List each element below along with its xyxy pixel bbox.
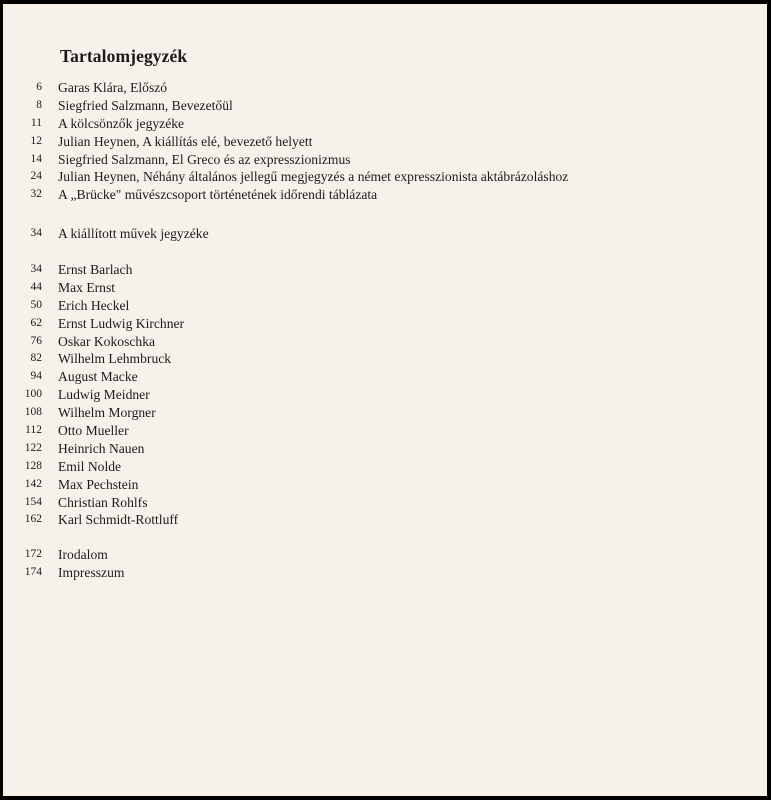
toc-page-number: 174 bbox=[24, 565, 42, 578]
toc-entry-text: Erich Heckel bbox=[58, 297, 130, 313]
toc-entry bbox=[3, 168, 767, 186]
toc-page-number: 128 bbox=[24, 459, 42, 472]
toc-entry-text: Ernst Ludwig Kirchner bbox=[58, 315, 185, 331]
toc-entry bbox=[3, 333, 767, 351]
toc-entry-text: Ludwig Meidner bbox=[58, 387, 150, 403]
toc-page-number: 34 bbox=[30, 227, 42, 239]
toc-entry-text: August Macke bbox=[58, 369, 138, 385]
toc-entry-text: Julian Heynen, A kiállítás elé, bevezető helyett bbox=[58, 133, 313, 149]
toc-entry bbox=[3, 186, 767, 204]
toc-page-number: 62 bbox=[30, 316, 42, 329]
toc-page-number: 11 bbox=[30, 116, 42, 129]
toc-entry-text: A kölcsönzők jegyzéke bbox=[58, 115, 185, 131]
toc-works-section bbox=[3, 225, 767, 243]
toc-page-number: 76 bbox=[30, 334, 42, 347]
toc-entry-text: Karl Schmidt-Rottluff bbox=[58, 512, 179, 528]
toc-page-number: 108 bbox=[24, 406, 42, 419]
toc-page-number: 172 bbox=[24, 548, 42, 560]
toc-page-number: 50 bbox=[30, 298, 42, 311]
toc-entry-text: Impresszum bbox=[58, 564, 125, 580]
toc-page-number: 32 bbox=[30, 188, 42, 201]
toc-entry bbox=[3, 133, 767, 151]
toc-title: Tartalomjegyzék bbox=[60, 46, 188, 66]
toc-page-number: 112 bbox=[25, 424, 42, 437]
toc-entry-text: Emil Nolde bbox=[58, 458, 122, 474]
book-page bbox=[3, 4, 767, 796]
toc-entry-text: Ernst Barlach bbox=[58, 262, 133, 277]
toc-entry-text: Siegfried Salzmann, El Greco és az expresszionizmus bbox=[58, 151, 351, 167]
toc-entry bbox=[3, 564, 767, 582]
toc-entry bbox=[3, 458, 767, 476]
toc-page-number: 6 bbox=[36, 81, 42, 93]
toc-entry bbox=[3, 422, 767, 440]
toc-entry-text: Max Ernst bbox=[58, 279, 116, 295]
toc-page-number: 162 bbox=[24, 513, 42, 526]
toc-entry-text: Heinrich Nauen bbox=[58, 440, 145, 456]
toc-entry bbox=[3, 97, 767, 115]
toc-entry bbox=[3, 350, 767, 368]
toc-page-number: 12 bbox=[30, 134, 42, 147]
toc-entry bbox=[3, 386, 767, 404]
toc-entry-text: Siegfried Salzmann, Bevezetőül bbox=[58, 97, 233, 113]
toc-entry bbox=[3, 279, 767, 297]
toc-page-number: 94 bbox=[30, 370, 42, 383]
toc-page-number: 82 bbox=[30, 352, 42, 365]
toc-artists-section bbox=[3, 261, 767, 529]
toc-entry-text: Wilhelm Lehmbruck bbox=[58, 351, 172, 367]
toc-entry bbox=[3, 79, 767, 97]
toc-closing-section bbox=[3, 546, 767, 582]
toc-entry bbox=[3, 115, 767, 133]
toc-entry-text: Irodalom bbox=[58, 547, 108, 562]
toc-entry-text: Otto Mueller bbox=[58, 423, 129, 439]
toc-page-number: 100 bbox=[24, 388, 42, 401]
toc-entry bbox=[3, 476, 767, 494]
toc-page-number: 154 bbox=[24, 495, 42, 508]
toc-entry bbox=[3, 404, 767, 422]
toc-page-number: 34 bbox=[30, 263, 42, 275]
toc-page-number: 24 bbox=[30, 170, 42, 183]
toc-page-number: 122 bbox=[24, 441, 42, 454]
toc-entry-text: Julian Heynen, Néhány általános jellegű megjegyzés a német expresszionista aktábrázoláshoz bbox=[58, 169, 569, 185]
toc-entry-text: Wilhelm Morgner bbox=[58, 405, 156, 421]
toc-entry bbox=[3, 440, 767, 458]
toc-entry bbox=[3, 297, 767, 315]
toc-entry-text: A „Brücke" művészcsoport történetének időrendi táblázata bbox=[58, 187, 378, 203]
toc-page-number: 44 bbox=[30, 280, 42, 293]
toc-entry-text: Christian Rohlfs bbox=[58, 494, 148, 510]
toc-page-number: 8 bbox=[36, 98, 42, 111]
toc-entry bbox=[3, 368, 767, 386]
toc-entry bbox=[3, 494, 767, 512]
toc-entry-text: A kiállított művek jegyzéke bbox=[58, 226, 209, 241]
toc-entry-text: Oskar Kokoschka bbox=[58, 333, 156, 349]
toc-entry bbox=[3, 546, 767, 564]
toc-entry bbox=[3, 261, 767, 279]
toc-intro-section bbox=[3, 79, 767, 204]
toc-page-number: 14 bbox=[30, 152, 42, 165]
toc-entry bbox=[3, 151, 767, 169]
toc-entry bbox=[3, 315, 767, 333]
toc-entry bbox=[3, 511, 767, 529]
toc-entry bbox=[3, 225, 767, 243]
toc-page-number: 142 bbox=[24, 477, 42, 490]
toc-entry-text: Max Pechstein bbox=[58, 476, 139, 492]
toc-entry-text: Garas Klára, Előszó bbox=[58, 80, 168, 95]
